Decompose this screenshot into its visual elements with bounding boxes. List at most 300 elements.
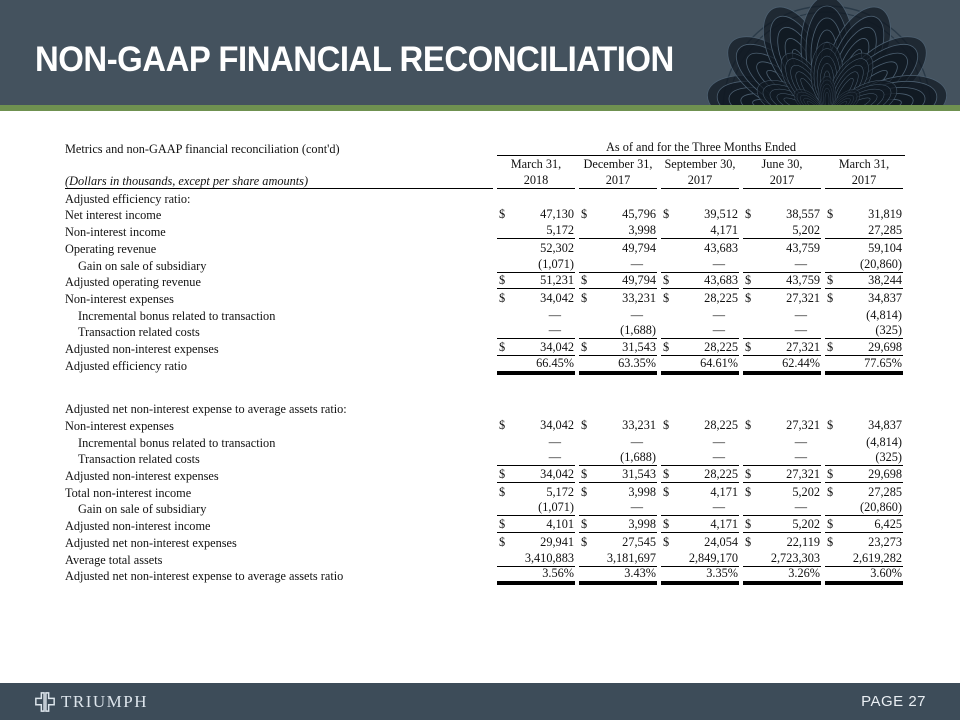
table-row <box>65 339 905 356</box>
table-row <box>65 273 905 290</box>
row-label: Net interest income <box>65 208 162 223</box>
value-cell <box>579 450 657 466</box>
value-text: 29,698 <box>868 467 902 482</box>
row-label: Transaction related costs <box>78 325 200 340</box>
value-cell <box>825 273 903 289</box>
value-text: 49,794 <box>622 240 656 255</box>
value-text: 3.60% <box>870 566 902 581</box>
value-text: — <box>794 307 807 322</box>
value-text: — <box>548 307 561 322</box>
value-cell <box>743 207 821 222</box>
currency-sign: $ <box>581 534 588 549</box>
table-row <box>65 500 905 517</box>
value-text: 23,273 <box>868 534 902 549</box>
value-cell <box>661 207 739 222</box>
column-header-year: 2017 <box>661 173 739 189</box>
currency-sign: $ <box>499 534 506 549</box>
value-text: 33,231 <box>622 418 656 432</box>
value-cell <box>497 340 575 356</box>
value-cell <box>579 257 657 273</box>
value-text: 4,171 <box>710 517 738 532</box>
section-spacer <box>65 373 905 400</box>
row-label: Adjusted operating revenue <box>65 275 201 290</box>
value-cell <box>661 223 739 239</box>
value-cell <box>743 485 821 500</box>
value-cell <box>743 241 821 256</box>
value-cell <box>825 418 903 433</box>
value-cell <box>579 241 657 256</box>
value-text: (20,860) <box>859 500 902 515</box>
currency-sign: $ <box>827 418 834 432</box>
currency-sign: $ <box>827 534 834 549</box>
value-cell <box>661 308 739 323</box>
currency-sign: $ <box>745 534 752 549</box>
value-cell <box>825 517 903 533</box>
value-cell <box>579 551 657 567</box>
table-row <box>65 433 905 450</box>
currency-sign: $ <box>499 339 506 354</box>
value-text: — <box>712 434 725 449</box>
value-text: (1,071) <box>538 500 574 515</box>
value-cell <box>661 517 739 533</box>
row-label: Adjusted efficiency ratio <box>65 358 188 373</box>
value-cell <box>661 551 739 567</box>
value-text: 29,941 <box>540 534 574 549</box>
value-cell <box>825 356 903 373</box>
currency-sign: $ <box>581 207 588 222</box>
value-cell <box>661 241 739 256</box>
value-text: 3,410,883 <box>524 550 574 565</box>
value-text: (20,860) <box>859 256 902 271</box>
currency-sign: $ <box>827 290 834 305</box>
triumph-cross-icon <box>34 691 56 713</box>
value-cell <box>497 467 575 483</box>
currency-sign: $ <box>827 339 834 354</box>
value-cell <box>743 356 821 373</box>
value-text: 62.44% <box>782 355 820 370</box>
value-cell <box>497 535 575 550</box>
currency-sign: $ <box>827 207 834 222</box>
value-text: 31,543 <box>622 467 656 482</box>
value-cell <box>579 517 657 533</box>
value-text: 34,042 <box>540 418 574 432</box>
value-cell <box>661 340 739 356</box>
row-label: Incremental bonus related to transaction <box>78 308 276 323</box>
value-cell <box>743 535 821 550</box>
value-text: 31,543 <box>622 339 656 354</box>
row-label: Non-interest expenses <box>65 419 174 433</box>
value-cell <box>579 467 657 483</box>
currency-sign: $ <box>499 467 506 482</box>
column-headers-years <box>65 172 905 189</box>
value-cell <box>497 500 575 516</box>
table-row <box>65 323 905 340</box>
value-cell <box>825 485 903 500</box>
currency-sign: $ <box>581 418 588 432</box>
currency-sign: $ <box>663 207 670 222</box>
row-label: Incremental bonus related to transaction <box>78 435 276 450</box>
value-cell <box>743 291 821 306</box>
value-cell <box>497 485 575 500</box>
value-cell <box>661 500 739 516</box>
value-text: 45,796 <box>622 207 656 222</box>
value-cell <box>661 257 739 273</box>
value-text: 27,321 <box>786 339 820 354</box>
value-cell <box>825 566 903 583</box>
value-text: 38,244 <box>868 273 902 288</box>
table-row <box>65 466 905 483</box>
value-text: 24,054 <box>704 534 738 549</box>
column-header-date: March 31, <box>510 157 562 172</box>
value-text: — <box>794 500 807 515</box>
table-row <box>65 239 905 256</box>
value-text: 5,172 <box>546 484 574 499</box>
value-cell <box>743 223 821 239</box>
currency-sign: $ <box>663 467 670 482</box>
row-label: Gain on sale of subsidiary <box>78 502 207 517</box>
value-cell <box>579 207 657 222</box>
value-text: — <box>548 450 561 465</box>
currency-sign: $ <box>581 517 588 532</box>
value-cell <box>825 241 903 256</box>
value-text: 3.43% <box>624 566 656 581</box>
value-text: 43,759 <box>786 240 820 255</box>
value-text: — <box>794 256 807 271</box>
page-number: PAGE 27 <box>861 693 926 710</box>
value-text: 2,723,303 <box>770 550 820 565</box>
currency-sign: $ <box>663 418 670 432</box>
value-cell <box>497 551 575 567</box>
value-text: 39,512 <box>704 207 738 222</box>
row-label: Total non-interest income <box>65 485 192 500</box>
table-row <box>65 256 905 273</box>
value-text: 3,998 <box>628 223 656 238</box>
row-label: Adjusted non-interest expenses <box>65 341 219 356</box>
value-text: 5,202 <box>792 517 820 532</box>
currency-sign: $ <box>499 290 506 305</box>
value-text: 64.61% <box>700 355 738 370</box>
value-cell <box>825 551 903 567</box>
value-text: — <box>630 307 643 322</box>
value-cell <box>825 467 903 483</box>
row-label: Adjusted net non-interest expense to average assets ratio <box>65 569 344 584</box>
value-text: 3,998 <box>628 484 656 499</box>
value-text: (1,071) <box>538 256 574 271</box>
value-cell <box>579 535 657 550</box>
value-cell <box>497 356 575 373</box>
value-cell <box>661 323 739 339</box>
table-row <box>65 356 905 373</box>
value-text: 3,998 <box>628 517 656 532</box>
column-header-date: June 30, <box>761 157 803 172</box>
value-text: (325) <box>875 450 902 465</box>
value-cell <box>825 207 903 222</box>
table-row <box>65 206 905 223</box>
value-text: 28,225 <box>704 467 738 482</box>
value-cell <box>661 418 739 433</box>
value-cell <box>743 323 821 339</box>
value-text: 34,042 <box>540 290 574 305</box>
section-header-label: Adjusted net non-interest expense to average assets ratio: <box>65 402 347 417</box>
value-text: 43,759 <box>786 273 820 288</box>
value-cell <box>497 418 575 433</box>
column-header-date: March 31, <box>838 157 890 172</box>
currency-sign: $ <box>581 339 588 354</box>
currency-sign: $ <box>745 207 752 222</box>
value-text: 63.35% <box>618 355 656 370</box>
value-cell <box>579 356 657 373</box>
value-cell <box>661 467 739 483</box>
value-cell <box>661 435 739 450</box>
value-text: 3,181,697 <box>606 550 656 565</box>
value-cell <box>497 323 575 339</box>
value-text: 29,698 <box>868 339 902 354</box>
value-cell <box>825 435 903 450</box>
value-text: — <box>712 500 725 515</box>
currency-sign: $ <box>827 467 834 482</box>
table-row <box>65 533 905 550</box>
table-row <box>65 567 905 584</box>
value-text: — <box>712 450 725 465</box>
period-span-header: As of and for the Three Months Ended <box>497 140 905 156</box>
currency-sign: $ <box>663 273 670 288</box>
value-text: — <box>712 256 725 271</box>
table-row <box>65 516 905 533</box>
value-text: — <box>794 450 807 465</box>
currency-sign: $ <box>827 484 834 499</box>
currency-sign: $ <box>745 484 752 499</box>
value-cell <box>743 467 821 483</box>
value-text: 77.65% <box>864 355 902 370</box>
value-text: 27,285 <box>868 484 902 499</box>
value-text: 34,042 <box>540 467 574 482</box>
value-cell <box>497 207 575 222</box>
currency-sign: $ <box>745 467 752 482</box>
currency-sign: $ <box>745 339 752 354</box>
value-text: 28,225 <box>704 290 738 305</box>
value-cell <box>497 566 575 583</box>
value-text: 33,231 <box>622 290 656 305</box>
value-text: 27,321 <box>786 467 820 482</box>
row-label: Gain on sale of subsidiary <box>78 258 207 273</box>
value-text: 34,042 <box>540 339 574 354</box>
value-cell <box>743 418 821 433</box>
value-cell <box>579 308 657 323</box>
value-text: — <box>794 323 807 338</box>
value-cell <box>497 241 575 256</box>
currency-sign: $ <box>663 339 670 354</box>
brand-name: TRIUMPH <box>61 691 149 711</box>
value-text: 3.56% <box>542 566 574 581</box>
value-cell <box>579 340 657 356</box>
section-header-label: Adjusted efficiency ratio: <box>65 191 191 206</box>
value-text: — <box>712 307 725 322</box>
brand-logo <box>34 691 148 713</box>
table-row <box>65 416 905 433</box>
row-label: Operating revenue <box>65 241 157 256</box>
value-text: 47,130 <box>540 207 574 222</box>
section-header-row <box>65 400 905 417</box>
currency-sign: $ <box>499 484 506 499</box>
value-text: 43,683 <box>704 273 738 288</box>
footer-band <box>0 683 960 720</box>
currency-sign: $ <box>827 273 834 288</box>
value-text: 3.35% <box>706 566 738 581</box>
value-cell <box>579 273 657 289</box>
value-cell <box>497 273 575 289</box>
column-header-year: 2017 <box>825 173 903 189</box>
value-cell <box>743 517 821 533</box>
row-label: Transaction related costs <box>78 452 200 467</box>
value-text: 49,794 <box>622 273 656 288</box>
value-text: 28,225 <box>704 339 738 354</box>
slide-title: NON-GAAP FINANCIAL RECONCILIATION <box>35 40 674 79</box>
value-cell <box>497 308 575 323</box>
value-cell <box>661 356 739 373</box>
value-cell <box>825 223 903 239</box>
value-cell <box>661 535 739 550</box>
currency-sign: $ <box>499 418 506 432</box>
currency-sign: $ <box>499 207 506 222</box>
section-header-row <box>65 189 905 206</box>
value-cell <box>825 323 903 339</box>
value-text: — <box>630 500 643 515</box>
value-text: 27,321 <box>786 418 820 432</box>
value-text: 5,172 <box>546 223 574 238</box>
currency-sign: $ <box>745 418 752 432</box>
table-row <box>65 550 905 567</box>
table-caption: Metrics and non-GAAP financial reconciliation (cont'd) <box>65 141 340 156</box>
value-cell <box>743 340 821 356</box>
value-cell <box>661 450 739 466</box>
row-label: Adjusted net non-interest expenses <box>65 535 237 550</box>
value-text: 38,557 <box>786 207 820 222</box>
table-row <box>65 289 905 306</box>
value-text: (4,814) <box>866 434 902 449</box>
currency-sign: $ <box>581 484 588 499</box>
value-cell <box>497 517 575 533</box>
value-cell <box>497 450 575 466</box>
column-headers-dates <box>65 156 905 173</box>
value-cell <box>743 500 821 516</box>
value-text: — <box>548 323 561 338</box>
currency-sign: $ <box>663 484 670 499</box>
table-row <box>65 450 905 467</box>
value-text: 66.45% <box>536 355 574 370</box>
column-header-year: 2018 <box>497 173 575 189</box>
value-text: 59,104 <box>868 240 902 255</box>
value-cell <box>579 291 657 306</box>
value-text: 27,285 <box>868 223 902 238</box>
value-cell <box>661 566 739 583</box>
table-caption-row <box>65 139 905 156</box>
value-text: (1,688) <box>620 450 656 465</box>
value-cell <box>579 323 657 339</box>
currency-sign: $ <box>499 517 506 532</box>
value-text: 51,231 <box>540 273 574 288</box>
content-area <box>0 111 960 683</box>
currency-sign: $ <box>581 467 588 482</box>
value-text: 31,819 <box>868 207 902 222</box>
currency-sign: $ <box>499 273 506 288</box>
column-header-year: 2017 <box>743 173 821 189</box>
value-cell <box>743 450 821 466</box>
value-cell <box>579 566 657 583</box>
currency-sign: $ <box>663 290 670 305</box>
value-cell <box>579 435 657 450</box>
currency-sign: $ <box>663 534 670 549</box>
value-cell <box>825 450 903 466</box>
value-cell <box>579 223 657 239</box>
currency-sign: $ <box>581 290 588 305</box>
row-label: Non-interest income <box>65 225 166 240</box>
currency-sign: $ <box>745 273 752 288</box>
currency-sign: $ <box>827 517 834 532</box>
row-label: Non-interest expenses <box>65 291 174 306</box>
value-text: 5,202 <box>792 484 820 499</box>
value-cell <box>825 308 903 323</box>
value-text: 27,545 <box>622 534 656 549</box>
value-cell <box>579 500 657 516</box>
value-text: 34,837 <box>868 418 902 432</box>
value-text: 5,202 <box>792 223 820 238</box>
value-cell <box>497 435 575 450</box>
value-cell <box>825 535 903 550</box>
value-text: (4,814) <box>866 307 902 322</box>
value-cell <box>497 291 575 306</box>
currency-sign: $ <box>745 290 752 305</box>
table-row <box>65 306 905 323</box>
value-cell <box>661 485 739 500</box>
value-text: 3.26% <box>788 566 820 581</box>
value-text: 2,849,170 <box>688 550 738 565</box>
value-cell <box>743 308 821 323</box>
value-text: — <box>630 256 643 271</box>
currency-sign: $ <box>581 273 588 288</box>
table-body <box>65 189 905 583</box>
value-cell <box>743 435 821 450</box>
value-cell <box>497 257 575 273</box>
value-text: 28,225 <box>704 418 738 432</box>
value-text: — <box>548 434 561 449</box>
value-cell <box>743 551 821 567</box>
value-cell <box>497 223 575 239</box>
table-row <box>65 483 905 500</box>
value-text: 34,837 <box>868 290 902 305</box>
value-text: — <box>712 323 725 338</box>
value-text: (1,688) <box>620 323 656 338</box>
value-cell <box>661 291 739 306</box>
guilloche-rosette-ornament <box>687 0 952 105</box>
value-text: 4,101 <box>546 517 574 532</box>
value-cell <box>825 291 903 306</box>
value-text: — <box>794 434 807 449</box>
dollars-note: (Dollars in thousands, except per share amounts) <box>65 174 493 189</box>
column-header-date: December 31, <box>583 157 653 172</box>
value-text: 27,321 <box>786 290 820 305</box>
value-cell <box>743 566 821 583</box>
value-cell <box>743 257 821 273</box>
value-text: 43,683 <box>704 240 738 255</box>
value-text: 4,171 <box>710 223 738 238</box>
row-label: Average total assets <box>65 552 163 567</box>
table-row <box>65 222 905 239</box>
column-header-date: September 30, <box>664 157 736 172</box>
value-text: 6,425 <box>874 517 902 532</box>
row-label: Adjusted non-interest expenses <box>65 469 219 484</box>
value-text: 2,619,282 <box>852 550 902 565</box>
financial-reconciliation-table <box>65 139 905 583</box>
